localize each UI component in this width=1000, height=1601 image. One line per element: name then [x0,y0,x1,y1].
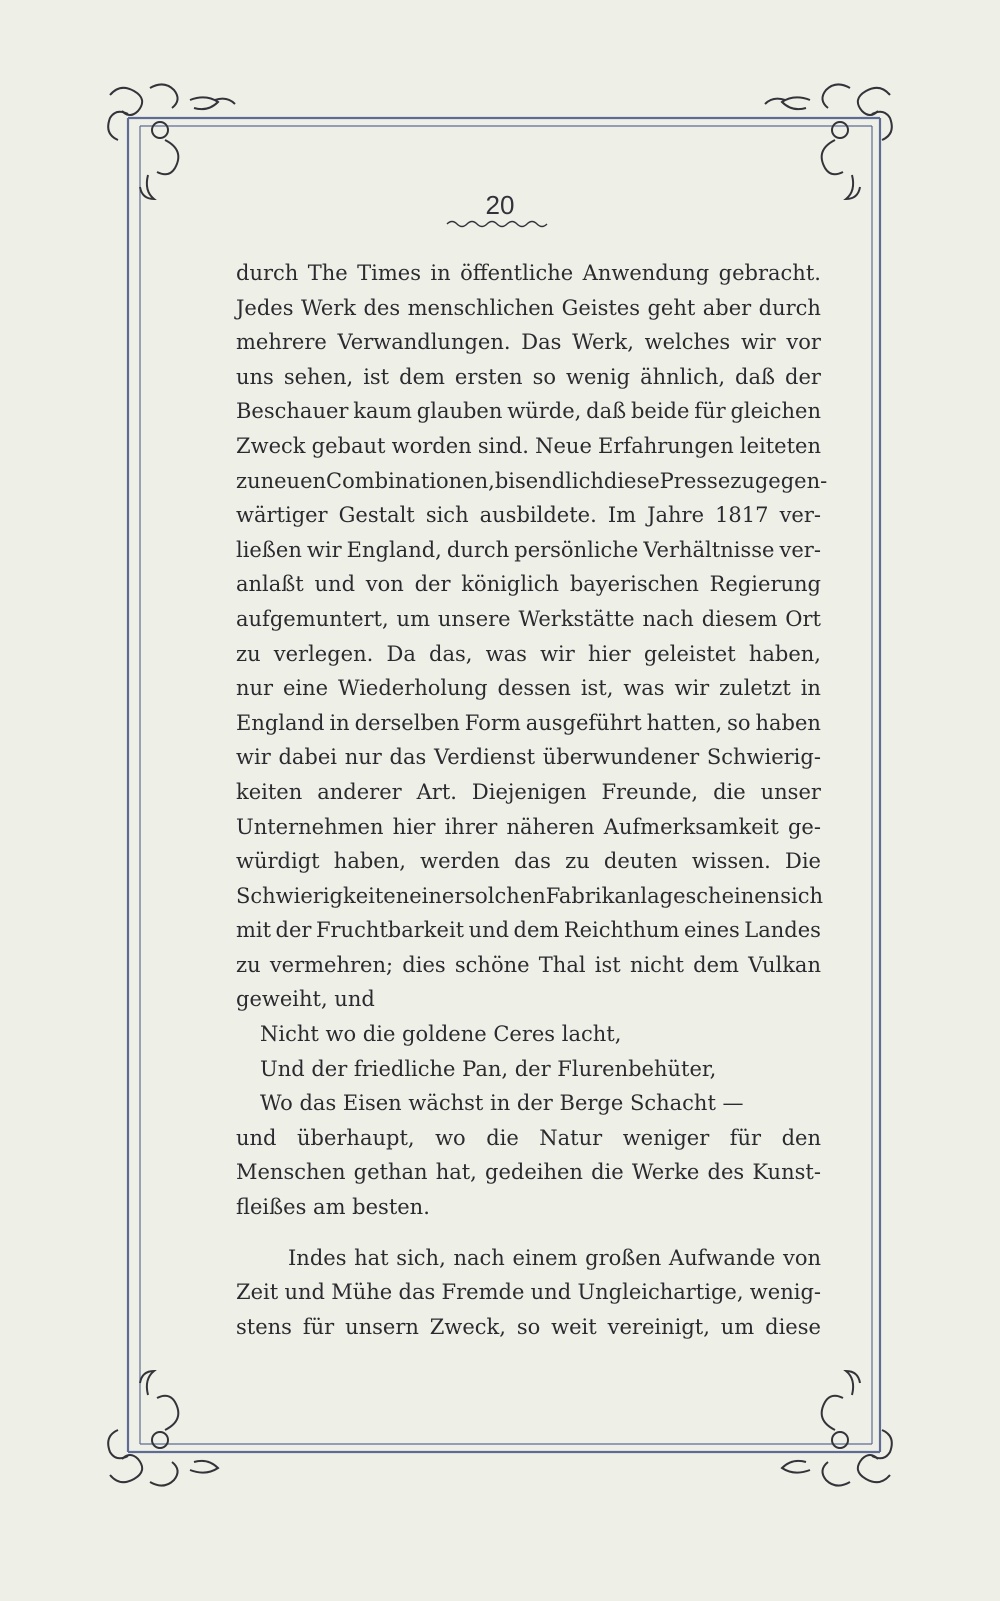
text-line: Zweck gebaut worden sind. Neue Erfahrungen leiteten [236,433,821,458]
verse-quote [236,1017,821,1121]
paragraph [236,1121,821,1225]
text-line: aufgemuntert, um unsere Werkstätte nach diesem Ort [236,606,821,631]
text-line: mit der Fruchtbarkeit und dem Reichthum eines Landes [236,918,821,943]
text-line: geweiht, und [236,987,375,1012]
text-line: Schwierigkeiten einer solchen Fabrikanlage scheinen sich [236,883,823,908]
text-line: keiten anderer Art. Diejenigen Freunde, die unser [236,779,821,804]
page-number-ornament [445,218,555,230]
verse-line: Und der friedliche Pan, der Flurenbehüter, [260,1056,717,1081]
text-line: nur eine Wiederholung dessen ist, was wir zuletzt in [236,676,821,701]
corner-ornament-bottom-left [108,1371,218,1486]
text-line: uns sehen, ist dem ersten so wenig ähnlich, daß der [236,364,821,389]
text-line: und überhaupt, wo die Natur weniger für den [236,1125,821,1150]
text-line: würdigt haben, werden das zu deuten wissen. Die [236,849,821,874]
paragraph [236,1241,821,1345]
text-line: anlaßt und von der königlich bayerischen Regierung [236,572,821,597]
text-line: Indes hat sich, nach einem großen Aufwande von [288,1245,821,1270]
corner-ornament-bottom-right [782,1371,892,1486]
text-line: ließen wir England, durch persönliche Verhältnisse ver- [236,537,821,562]
text-line: Unternehmen hier ihrer näheren Aufmerksamkeit ge- [236,814,821,839]
text-line: mehrere Verwandlungen. Das Werk, welches wir vor [236,330,821,355]
text-line: stens für unsern Zweck, so weit vereinigt, um diese [236,1314,821,1339]
text-line: zu vermehren; dies schöne Thal ist nicht dem Vulkan [236,952,821,977]
text-line: durch The Times in öffentliche Anwendung gebracht. [236,261,821,285]
text-line: zu neuen Combinationen, bis endlich diese Presse zu gegen- [236,468,828,493]
text-line: fleißes am besten. [236,1195,430,1220]
verse-line: Wo das Eisen wächst in der Berge Schacht — [260,1091,744,1116]
paragraph [236,256,828,1017]
verse-line: Nicht wo die goldene Ceres lacht, [260,1022,622,1047]
text-line: Jedes Werk des menschlichen Geistes geht aber durch [236,295,821,320]
text-line: Menschen gethan hat, gedeihen die Werke des Kunst- [236,1160,821,1185]
text-line: wärtiger Gestalt sich ausbildete. Im Jahre 1817 ver- [236,503,821,528]
text-line: wir dabei nur das Verdienst überwundener Schwierig- [236,745,821,770]
text-line: Beschauer kaum glauben würde, daß beide für gleichen [236,399,821,424]
page-number: 20 [485,190,515,220]
text-line: England in derselben Form ausgeführt hatten, so haben [236,710,821,735]
corner-ornament-top-right [765,84,892,199]
body-text [236,256,828,1344]
text-line: Zeit und Mühe das Fremde und Ungleichartige, wenig- [236,1280,821,1305]
text-line: zu verlegen. Da das, was wir hier geleistet haben, [236,641,821,666]
